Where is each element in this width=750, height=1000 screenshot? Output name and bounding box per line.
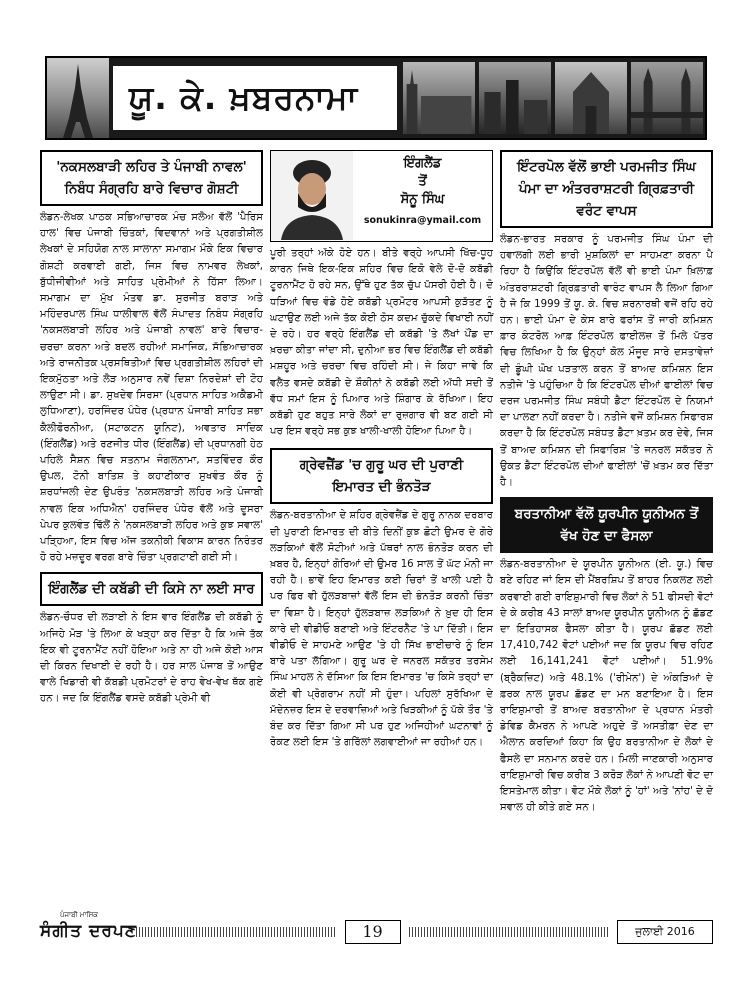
- column-left: [40, 150, 263, 708]
- gravesend-headline: ਗ੍ਰੇਵਜ਼ੈਂਡ 'ਚ ਗੁਰੂ ਘਰ ਦੀ ਪੁਰਾਣੀ ਇਮਾਰਤ ਦੀ ਭੰਨਤੋੜ: [270, 448, 493, 504]
- author-info: [353, 151, 492, 241]
- footer-rule-right: [409, 927, 610, 937]
- author-photo: [271, 151, 353, 240]
- cathedral-photo: [555, 62, 627, 134]
- author-box: [270, 150, 493, 242]
- logo-name: ਸੰਗੀਤ ਦਰਪਣ: [40, 921, 137, 941]
- author-email[interactable]: sonukinra@ymail.com: [363, 215, 482, 226]
- author-location: ਇੰਗਲੈਂਡ: [403, 156, 442, 171]
- interpol-headline: ਇੰਟਰਪੋਲ ਵੱਲੋਂ ਭਾਈ ਪਰਮਜੀਤ ਸਿੰਘ ਪੰਮਾ ਦਾ ਅੰਤਰਰਾਸ਼ਟਰੀ ਗ੍ਰਿਫ਼ਤਾਰੀ ਵਰੰਟ ਵਾਪਸ: [500, 150, 713, 228]
- footer-rule: [136, 927, 337, 937]
- london-skyline-photo: [479, 62, 551, 134]
- author-from-word: ਤੋਂ: [418, 174, 427, 189]
- page-number: 19: [345, 920, 401, 944]
- issue-date: ਜੁਲਾਈ 2016: [617, 920, 713, 944]
- brexit-headline: ਬਰਤਾਨੀਆ ਵੱਲੋਂ ਯੂਰਪੀਨ ਯੂਨੀਅਨ ਤੋਂ ਵੱਖ ਹੋਣ ਦਾ ਫੈਸਲਾ: [500, 497, 713, 553]
- section-title: ਯੂ. ਕੇ. ਖ਼ਬਰਨਾਮਾ: [113, 66, 397, 130]
- naxalbari-headline: 'ਨਕਸਲਬਾੜੀ ਲਹਿਰ ਤੇ ਪੰਜਾਬੀ ਨਾਵਲ' ਨਿਬੰਧ ਸੰਗ੍ਰਹਿ ਬਾਰੇ ਵਿਚਾਰ ਗੋਸ਼ਟੀ: [40, 150, 263, 206]
- tower-bridge-photo: [631, 62, 703, 134]
- logo-tagline: ਪੰਜਾਬੀ ਮਾਸਿਕ: [60, 911, 99, 919]
- kabaddi-headline: ਇੰਗਲੈਂਡ ਦੀ ਕਬੱਡੀ ਦੀ ਕਿਸੇ ਨਾ ਲਈ ਸਾਰ: [40, 572, 263, 606]
- column-middle: [270, 150, 493, 751]
- column-right: [500, 150, 713, 817]
- parliament-photo: [403, 62, 475, 134]
- eiffel-tower-photo: [47, 58, 109, 138]
- kabaddi-article-body: ਲੰਡਨ-ਚੌਧਰ ਦੀ ਲੜਾਈ ਨੇ ਇਸ ਵਾਰ ਇੰਗਲੈਂਡ ਦੀ ਕਬੱਡੀ ਨੂੰ ਅਜਿਹੇ ਮੋੜ 'ਤੇ ਲਿਆ ਕੇ ਖੜ੍ਹਾ ਕਰ ਦਿੱਤਾ ਹੈ ਕਿ ਅਜੇ ਤੱਕ ਇਕ ਵੀ ਟੂਰਨਾਮੈਂਟ ਨਹੀਂ ਹੋਇਆ ਅਤੇ ਨਾ ਹੀ ਅਜੇ ਕੋਈ ਆਸ ਦੀ ਕਿਰਨ ਦਿਖਾਈ ਦੇ ਰਹੀ ਹੈ। ਹਰ ਸਾਲ ਪੰਜਾਬ ਤੋਂ ਆਉਣ ਵਾਲੇ ਖਿਡਾਰੀ ਵੀ ਕੱਬਡੀ ਪ੍ਰਮੋਟਰਾਂ ਦੇ ਰਾਹ ਵੇਖ-ਵੇਖ ਥੱਕ ਗਏ ਹਨ। ਜਦ ਕਿ ਇੰਗਲੈਂਡ ਵਸਦੇ ਕਬੱਡੀ ਪ੍ਰੇਮੀ ਵੀ: [40, 612, 263, 705]
- section-masthead: [45, 56, 707, 140]
- brexit-article-body: ਲੰਡਨ-ਬਰਤਾਨੀਆ ਦੇ ਯੂਰਪੀਨ ਯੂਨੀਅਨ (ਈ. ਯੂ.) ਵਿਚ ਬਣੇ ਰਹਿਣ ਜਾਂ ਇਸ ਦੀ ਮੈਂਬਰਸ਼ਿਪ ਤੋਂ ਬਾਹਰ ਨਿਕਲਣ ਲਈ ਕਰਵਾਈ ਗਈ ਰਾਇਸ਼ੁਮਾਰੀ ਵਿਚ ਲੋਕਾਂ ਨੇ 51 ਫੀਸਦੀ ਵੋਟਾਂ ਦੇ ਕੇ ਕਰੀਬ 43 ਸਾਲਾਂ ਬਾਅਦ ਯੂਰਪੀਨ ਯੂਨੀਅਨ ਨੂੰ ਛੱਡਣ ਦਾ ਇਤਿਹਾਸਕ ਫੈਸਲਾ ਕੀਤਾ ਹੈ। ਯੂਰਪ ਛੱਡਣ ਲਈ 17,410,742 ਵੋਟਾਂ ਪਈਆਂ ਜਦ ਕਿ ਯੂਰਪ ਵਿਚ ਰਹਿਣ ਲਈ 16,141,241 ਵੋਟਾਂ ਪਈਆਂ। 51.9% (ਬ੍ਰੈਕਜ਼ਿਟ) ਅਤੇ 48.1% ('ਰੀਮੇਨ') ਦੇ ਅੰਕੜਿਆਂ ਦੇ ਫ਼ਰਕ ਨਾਲ ਯੂਰਪ ਛੱਡਣ ਦਾ ਮਨ ਬਣਾਇਆ ਹੈ। ਇਸ ਰਾਇਸ਼ੁਮਾਰੀ ਤੋਂ ਬਾਅਦ ਬਰਤਾਨੀਆ ਦੇ ਪ੍ਰਧਾਨ ਮੰਤਰੀ ਡੇਵਿਡ ਕੈਮਰਨ ਨੇ ਆਪਣੇ ਅਹੁਦੇ ਤੋਂ ਅਸਤੀਫ਼ਾ ਦੇਣ ਦਾ ਐਲਾਨ ਕਰਦਿਆਂ ਕਿਹਾ ਕਿ ਉਹ ਬਰਤਾਨੀਆ ਦੇ ਲੋਕਾਂ ਦੇ ਫੈਸਲੇ ਦਾ ਸਨਮਾਨ ਕਰਦੇ ਹਨ। ਮਿਲੀ ਜਾਣਕਾਰੀ ਅਨੁਸਾਰ ਰਾਇਸ਼ੁਮਾਰੀ ਵਿਚ ਕਰੀਬ 3 ਕਰੋੜ ਲੋਕਾਂ ਨੇ ਆਪਣੀ ਵੋਟ ਦਾ ਇਸਤੇਮਾਲ ਕੀਤਾ। ਵੋਟ ਮੌਕੇ ਲੋਕਾਂ ਨੂੰ 'ਹਾਂ' ਅਤੇ 'ਨਾਂਹ' ਦੇ ਦੋ ਸਵਾਲ ਹੀ ਕੀਤੇ ਗਏ ਸਨ।: [500, 559, 714, 814]
- kabaddi-article-continuation: ਪੂਰੀ ਤਰ੍ਹਾਂ ਅੱਕੇ ਹੋਏ ਹਨ। ਬੀਤੇ ਵਰ੍ਹੇ ਆਪਸੀ ਖਿੱਚ-ਧੂਹ ਕਾਰਨ ਜਿਥੇ ਇਕ-ਇਕ ਸ਼ਹਿਰ ਵਿਚ ਇਕੋ ਵੇਲੇ ਦੋ-ਦੋ ਕਬੱਡੀ ਟੂਰਨਾਮੈਂਟ ਹੋ ਰਹੇ ਸਨ, ਉੱਥੇ ਹੁਣ ਤੱਕ ਚੁੱਪ ਪੱਸਰੀ ਹੋਈ ਹੈ। ਦੋ ਧੜਿਆਂ ਵਿਚ ਵੰਡੇ ਹੋਏ ਕਬੱਡੀ ਪ੍ਰਮੋਟਰ ਆਪਸੀ ਕੁੜੱਤਣ ਨੂੰ ਘਟਾਉਣ ਲਈ ਅਜੇ ਤੱਕ ਕੋਈ ਠੋਸ ਕਦਮ ਚੁੱਕਦੇ ਵਿਖਾਈ ਨਹੀਂ ਦੇ ਰਹੇ। ਹਰ ਵਰ੍ਹੇ ਇੰਗਲੈਂਡ ਦੀ ਕਬੱਡੀ 'ਤੇ ਲੱਖਾਂ ਪੌਂਡ ਦਾ ਖ਼ਰਚਾ ਕੀਤਾ ਜਾਂਦਾ ਸੀ, ਦੁਨੀਆ ਭਰ ਵਿਚ ਇੰਗਲੈਂਡ ਦੀ ਕਬੱਡੀ ਮਸ਼ਹੂਰ ਅਤੇ ਚਰਚਾ ਵਿਚ ਰਹਿੰਦੀ ਸੀ। ਜੇ ਕਿਹਾ ਜਾਵੇ ਕਿ ਵਲੈਤ ਵਸਦੇ ਕਬੱਡੀ ਦੇ ਸ਼ੌਕੀਨਾਂ ਨੇ ਕਬੱਡੀ ਲਈ ਅੱਧੀ ਸਦੀ ਤੋਂ ਵੱਧ ਸਮਾਂ ਇਸ ਨੂੰ ਪਿਆਰ ਅਤੇ ਸ਼ਿੰਗਾਰ ਕੇ ਰੱਖਿਆ। ਇਹ ਕਬੱਡੀ ਹੁਣ ਬਹੁਤ ਸਾਰੇ ਲੋਕਾਂ ਦਾ ਰੁਜ਼ਗਾਰ ਵੀ ਬਣ ਗਈ ਸੀ ਪਰ ਇਸ ਵਰ੍ਹੇ ਸਭ ਕੁਝ ਖਾਲੀ-ਖਾਲੀ ਹੋਇਆ ਪਿਆ ਹੈ।: [270, 248, 493, 438]
- gravesend-article-body: ਲੰਡਨ-ਬਰਤਾਨੀਆ ਦੇ ਸ਼ਹਿਰ ਗ੍ਰੇਵਜ਼ੈਂਡ ਦੇ ਗੁਰੂ ਨਾਨਕ ਦਰਬਾਰ ਦੀ ਪੁਰਾਣੀ ਇਮਾਰਤ ਦੀ ਬੀਤੇ ਦਿਨੀਂ ਕੁਝ ਛੋਟੀ ਉਮਰ ਦੇ ਗੋਰੇ ਲੜਕਿਆਂ ਵੱਲੋਂ ਸੋਟੀਆਂ ਅਤੇ ਪੱਥਰਾਂ ਨਾਲ ਭੰਨਤੋੜ ਕਰਨ ਦੀ ਖ਼ਬਰ ਹੈ, ਇਨ੍ਹਾਂ ਗੋਰਿਆਂ ਦੀ ਉਮਰ 16 ਸਾਲ ਤੋਂ ਘੱਟ ਮੰਨੀ ਜਾ ਰਹੀ ਹੈ। ਭਾਵੇਂ ਇਹ ਇਮਾਰਤ ਕਈ ਚਿਰਾਂ ਤੋਂ ਖਾਲੀ ਪਈ ਹੈ ਪਰ ਫਿਰ ਵੀ ਹੁੱਲੜਬਾਜ਼ਾਂ ਵੱਲੋਂ ਇਸ ਦੀ ਭੰਨਤੋੜ ਕਰਨੀ ਚਿੰਤਾ ਦਾ ਵਿਸ਼ਾ ਹੈ। ਇਨ੍ਹਾਂ ਹੁੱਲੜਬਾਜ਼ ਲੜਕਿਆਂ ਨੇ ਖ਼ੁਦ ਹੀ ਇਸ ਕਾਰੇ ਦੀ ਵੀਡੀਓ ਬਣਾਈ ਅਤੇ ਇੰਟਰਨੈੱਟ 'ਤੇ ਪਾ ਦਿੱਤੀ। ਇਸ ਵੀਡੀਓ ਦੇ ਸਾਹਮਣੇ ਆਉਣ 'ਤੇ ਹੀ ਸਿੱਖ ਭਾਈਚਾਰੇ ਨੂੰ ਇਸ ਬਾਰੇ ਪਤਾ ਲੱਗਿਆ। ਗੁਰੂ ਘਰ ਦੇ ਜਨਰਲ ਸਕੱਤਰ ਤਰਸੇਮ ਸਿੰਘ ਮਾਹਲ ਨੇ ਦੱਸਿਆ ਕਿ ਇਸ ਇਮਾਰਤ 'ਚ ਕਿਸੇ ਤਰ੍ਹਾਂ ਦਾ ਕੋਈ ਵੀ ਪ੍ਰੋਗਰਾਮ ਨਹੀਂ ਸੀ ਹੁੰਦਾ। ਪਹਿਲਾਂ ਸੁਰੱਖਿਆ ਦੇ ਮੱਦੇਨਜ਼ਰ ਇਸ ਦੇ ਦਰਵਾਜ਼ਿਆਂ ਅਤੇ ਖਿੜਕੀਆਂ ਨੂੰ ਪੱਕੇ ਤੌਰ 'ਤੇ ਬੰਦ ਕਰ ਦਿੱਤਾ ਗਿਆ ਸੀ ਪਰ ਹੁਣ ਅਜਿਹੀਆਂ ਘਟਨਾਵਾਂ ਨੂੰ ਰੋਕਣ ਲਈ ਇਸ 'ਤੇ ਗਰਿੱਲਾਂ ਲਗਵਾਈਆਂ ਜਾ ਰਹੀਆਂ ਹਨ।: [270, 510, 493, 749]
- naxalbari-article-body: ਲੰਡਨ-ਲੇਖਕ ਪਾਠਕ ਸਭਿਆਚਾਰਕ ਮੰਚ ਸਲੋਅ ਵੱਲੋਂ 'ਪੈਰਿਸ ਹਾਲ' ਵਿਚ ਪੰਜਾਬੀ ਚਿੰਤਕਾਂ, ਵਿਦਵਾਨਾਂ ਅਤੇ ਪ੍ਰਗਤੀਸ਼ੀਲ ਲੇਖਕਾਂ ਦੇ ਸਹਿਯੋਗ ਨਾਲ ਸਾਲਾਨਾ ਸਮਾਗਮ ਮੌਕੇ ਇਕ ਵਿਚਾਰ ਗੋਸ਼ਟੀ ਕਰਵਾਈ ਗਈ, ਜਿਸ ਵਿਚ ਨਾਮਵਰ ਲੇਖਕਾਂ, ਬੁੱਧੀਜੀਵੀਆਂ ਅਤੇ ਸਾਹਿਤ ਪ੍ਰੇਮੀਆਂ ਨੇ ਹਿੱਸਾ ਲਿਆ। ਸਮਾਗਮ ਦਾ ਮੁੱਖ ਮੰਤਵ ਡਾ. ਸੁਰਜੀਤ ਬਰਾੜ ਅਤੇ ਮਹਿੰਦਰਪਾਲ ਸਿੰਘ ਧਾਲੀਵਾਲ ਵੱਲੋਂ ਸੰਪਾਦਤ ਨਿਬੰਧ ਸੰਗ੍ਰਹਿ 'ਨਕਸਲਬਾੜੀ ਲਹਿਰ ਅਤੇ ਪੰਜਾਬੀ ਨਾਵਲ' ਬਾਰੇ ਵਿਚਾਰ-ਚਰਚਾ ਕਰਨਾ ਅਤੇ ਬਦਲ ਰਹੀਆਂ ਸਮਾਜਿਕ, ਸੱਭਿਆਚਾਰਕ ਅਤੇ ਰਾਜਨੀਤਕ ਪ੍ਰਸਥਿਤੀਆਂ ਵਿਚ ਪ੍ਰਗਤੀਸ਼ੀਲ ਲਹਿਰਾਂ ਦੀ ਇਕਮੁੱਠਤਾ ਅਤੇ ਲੋੜ ਅਨੁਸਾਰ ਨਵੇਂ ਦਿਸ਼ਾ ਨਿਰਦੇਸ਼ਾਂ ਦੀ ਟੋਹ ਲਾਉਣਾ ਸੀ। ਡਾ. ਸੁਖਦੇਵ ਸਿਰਸਾ (ਪ੍ਰਧਾਨ ਸਾਹਿਤ ਅਕੈਡਮੀ ਲੁਧਿਆਣਾ), ਹਰਜਿੰਦਰ ਪੰਧੇਰ (ਪ੍ਰਧਾਨ ਪੰਜਾਬੀ ਸਾਹਿਤ ਸਭਾ ਕੈਲੀਫੋਰਨੀਆ, (ਸਟਾਕਟਨ ਯੂਨਿਟ), ਅਵਤਾਰ ਸਾਦਿਕ (ਇੰਗਲੈਂਡ) ਅਤੇ ਰਣਜੀਤ ਧੀਰ (ਇੰਗਲੈਂਡ) ਦੀ ਪ੍ਰਧਾਨਗੀ ਹੇਠ ਪਹਿਲੇ ਸੈਸ਼ਨ ਵਿਚ ਸਤਨਾਮ ਜੰਗਲਨਾਮਾ, ਸਤਵਿੰਦਰ ਕੌਰ ਉਪਲ, ਟੋਨੀ ਬਾਤਿਸ਼ ਤੇ ਕਹਾਣੀਕਾਰ ਸੁਖਵੰਤ ਕੌਰ ਨੂੰ ਸ਼ਰਧਾਂਜਲੀ ਦੇਣ ਉਪਰੰਤ 'ਨਕਸਲਬਾੜੀ ਲਹਿਰ ਅਤੇ ਪੰਜਾਬੀ ਨਾਵਲ ਇਕ ਅਧਿਐਨ' ਹਰਜਿੰਦਰ ਪੰਧੇਰ ਵੱਲੋਂ ਅਤੇ ਦੂਸਰਾ ਪੇਪਰ ਕੁਲਵੰਤ ਢਿੱਲੋਂ ਨੇ 'ਨਕਸਲਬਾੜੀ ਲਹਿਰ ਅਤੇ ਕੁਝ ਸਵਾਲ' ਪੜ੍ਹਿਆ, ਇਸ ਵਿਚ ਅੱਜ ਤਕਨੀਕੀ ਵਿਕਾਸ ਕਾਰਨ ਨਿਰੰਤਰ ਹੋ ਰਹੇ ਮਜ਼ਦੂਰ ਵਰਗ ਬਾਰੇ ਚਿੰਤਾ ਪ੍ਰਗਟਾਈ ਗਈ ਸੀ।: [40, 212, 263, 564]
- author-name: ਸੋਨੂ ਸਿੰਘ: [400, 192, 445, 207]
- magazine-logo: [40, 911, 137, 945]
- page-footer: [40, 911, 713, 946]
- interpol-article-body: ਲੰਡਨ-ਭਾਰਤ ਸਰਕਾਰ ਨੂੰ ਪਰਮਜੀਤ ਸਿੰਘ ਪੰਮਾ ਦੀ ਹਵਾਲਗੀ ਲਈ ਭਾਰੀ ਮੁਸ਼ਕਿਲਾਂ ਦਾ ਸਾਹਮਣਾ ਕਰਨਾ ਪੈ ਰਿਹਾ ਹੈ ਕਿਉਂਕਿ ਇੰਟਰਪੋਲ ਵੱਲੋਂ ਵੀ ਭਾਈ ਪੰਮਾ ਖ਼ਿਲਾਫ਼ ਅੰਤਰਰਾਸ਼ਟਰੀ ਗ੍ਰਿਫ਼ਤਾਰੀ ਵਾਰੰਟ ਵਾਪਸ ਲੈ ਲਿਆ ਗਿਆ ਹੈ ਜੋ ਕਿ 1999 ਤੋਂ ਯੂ. ਕੇ. ਵਿਚ ਸ਼ਰਨਾਰਥੀ ਵਜੋਂ ਰਹਿ ਰਹੇ ਹਨ। ਭਾਈ ਪੰਮਾ ਦੇ ਕੇਸ ਬਾਰੇ ਫਰਾਂਸ ਤੋਂ ਜਾਰੀ ਕਮਿਸ਼ਨ ਫ਼ਾਰ ਕੰਟਰੋਲ ਆਫ਼ ਇੰਟਰਪੋਲ ਫਾਈਲਜ਼ ਤੋਂ ਮਿਲੇ ਪੱਤਰ ਵਿਚ ਲਿਖਿਆ ਹੈ ਕਿ ਉਨ੍ਹਾਂ ਕੋਲ ਮੌਜੂਦ ਸਾਰੇ ਦਸਤਾਵੇਜ਼ਾਂ ਦੀ ਡੂੰਘੀ ਘੋਖ ਪੜਤਾਲ ਕਰਨ ਤੋਂ ਬਾਅਦ ਕਮਿਸ਼ਨ ਇਸ ਨਤੀਜੇ 'ਤੇ ਪਹੁੰਚਿਆ ਹੈ ਕਿ ਇੰਟਰਪੋਲ ਦੀਆਂ ਫਾਈਲਾਂ ਵਿਚ ਦਰਜ ਪਰਮਜੀਤ ਸਿੰਘ ਸਬੰਧੀ ਡੈਟਾ ਇੰਟਰਪੋਲ ਦੇ ਨਿਯਮਾਂ ਦਾ ਪਾਲਣਾ ਨਹੀਂ ਕਰਦਾ ਹੈ। ਨਤੀਜੇ ਵਜੋਂ ਕਮਿਸ਼ਨ ਸਿਫਾਰਸ਼ ਕਰਦਾ ਹੈ ਕਿ ਇੰਟਰਪੋਲ ਸਬੰਧਤ ਡੈਟਾ ਖ਼ਤਮ ਕਰ ਦੇਵੇ, ਜਿਸ ਤੋਂ ਬਾਅਦ ਕਮਿਸ਼ਨ ਦੀ ਸਿਫਾਰਿਸ਼ 'ਤੇ ਜਨਰਲ ਸਕੱਤਰ ਨੇ ਉਕਤ ਡੈਟਾ ਇੰਟਰਪੋਲ ਦੀਆਂ ਫਾਈਲਾਂ 'ਚੋਂ ਖ਼ਤਮ ਕਰ ਦਿੱਤਾ ਹੈ।: [500, 234, 713, 489]
